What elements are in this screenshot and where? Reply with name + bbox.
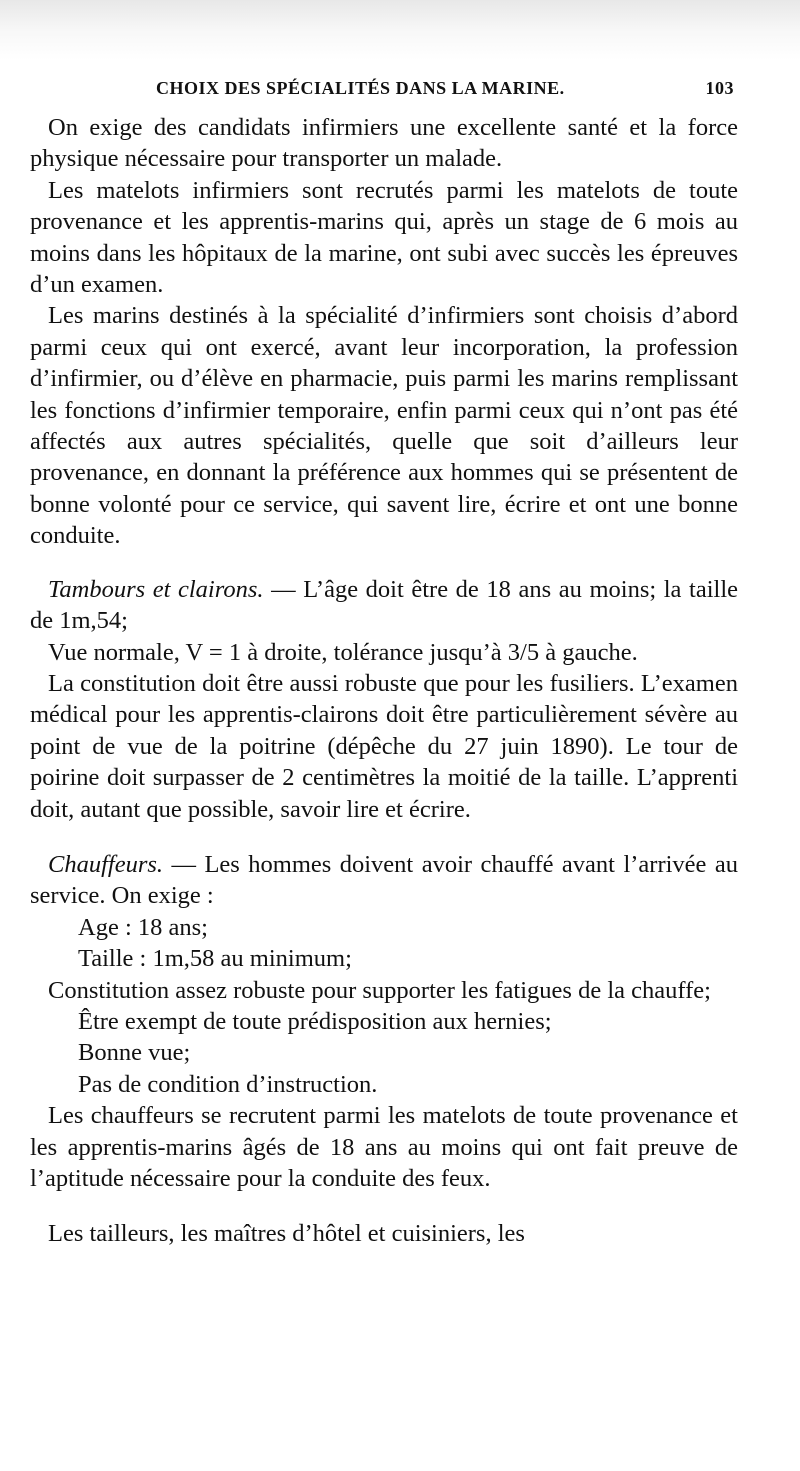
requirement-hernies: Être exempt de toute prédisposition aux hernies; [78,1007,552,1035]
page-body [30,112,738,1250]
page-number: 103 [705,77,734,98]
requirement-constitution: Constitution assez robuste pour supporter les fatigues de la chauffe; [48,976,711,1004]
section-spacer [30,552,738,574]
paragraph-chauffeurs [30,849,738,912]
paragraph-chauffeurs-recrutement: Les chauffeurs se recrutent parmi les matelots de toute provenance et les apprentis-marins âgés de 18 ans au moins qui ont fait preuve de l’aptitude nécessaire pour la conduite des feux. [30,1102,738,1192]
running-title: CHOIX DES SPÉCIALITÉS DANS LA MARINE. [156,77,565,98]
paragraph-infirmiers-choix: Les marins destinés à la spécialité d’infirmiers sont choisis d’abord parmi ceux qui ont exercé, avant leur incorporation, la profession d’infirmier, ou d’élève en pharmacie, puis parmi les marins remplissant les fonctions d’infirmier temporaire, enfin parmi ceux qui n’ont pas été affectés aux autres spécialités, quelle que soit d’ailleurs leur provenance, en donnant la préférence aux hommes qui se présentent de bonne volonté pour ce service, qui savent lire, écrire et ont une bonne conduite. [30,302,738,550]
section-spacer [30,1194,738,1218]
running-header [48,74,734,102]
chauffeurs-text: — Les hommes doivent avoir chauffé avant l’arrivée au service. On exige : [30,850,738,910]
paragraph-tailleurs: Les tailleurs, les maîtres d’hôtel et cuisiniers, les [48,1220,525,1248]
requirement-vue: Bonne vue; [78,1039,191,1067]
paragraph-constitution: La constitution doit être aussi robuste que pour les fusiliers. L’examen médical pour les apprentis-clairons doit être particulièrement sévère au point de vue de la poitrine (dépêche du 27 juin 1890). Le tour de poirine doit surpasser de 2 centimètres la moitié de la taille. L’apprenti doit, autant que possible, savoir lire et écrire. [30,669,738,823]
paragraph-infirmiers-exigence: On exige des candidats infirmiers une excellente santé et la force physique nécessaire pour transporter un malade. [30,114,738,173]
section-heading-tambours: Tambours et clairons. [48,575,264,603]
requirement-instruction: Pas de condition d’instruction. [78,1070,378,1098]
paragraph-tambours [30,574,738,637]
paragraph-infirmiers-recrutement: Les matelots infirmiers sont recrutés parmi les matelots de toute provenance et les apprentis-marins qui, après un stage de 6 mois au moins dans les hôpitaux de la marine, ont subi avec succès les épreuves d’un examen. [30,176,738,299]
section-heading-chauffeurs: Chauffeurs. [48,850,164,878]
section-spacer [30,825,738,849]
requirement-taille: Taille : 1m,58 au minimum; [78,945,352,973]
requirement-age: Age : 18 ans; [78,913,208,941]
tambours-text: — L’âge doit être de 18 ans au moins; la taille de 1m,54; [30,575,738,635]
paragraph-vue: Vue normale, V = 1 à droite, tolérance jusqu’à 3/5 à gauche. [48,638,638,666]
